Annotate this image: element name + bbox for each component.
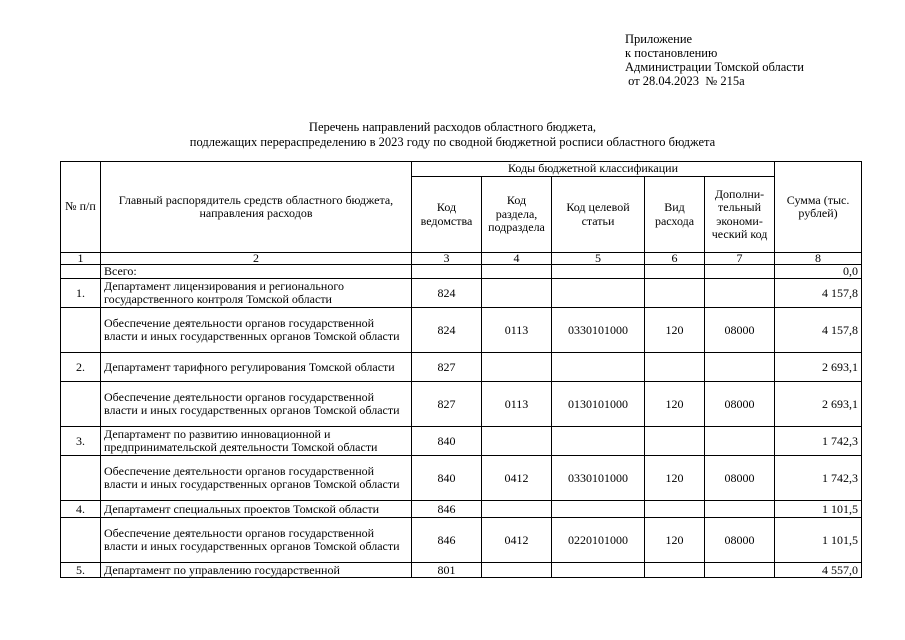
row-expense-type bbox=[645, 427, 705, 456]
row-target-code bbox=[552, 279, 645, 308]
row-target-code bbox=[552, 353, 645, 382]
appendix-line: Приложение bbox=[625, 32, 693, 46]
total-label: Всего: bbox=[101, 265, 412, 279]
row-name: Департамент по управлению государственной bbox=[101, 563, 412, 578]
row-expense-type: 120 bbox=[645, 382, 705, 427]
title-line: Перечень направлений расходов областного бюджета, bbox=[308, 120, 597, 134]
row-dept-code: 846 bbox=[412, 501, 482, 518]
department-row bbox=[61, 353, 862, 382]
row-extra-code bbox=[705, 427, 775, 456]
row-target-code: 0330101000 bbox=[552, 308, 645, 353]
column-index: 7 bbox=[705, 253, 775, 265]
row-section-code bbox=[482, 279, 552, 308]
column-index: 4 bbox=[482, 253, 552, 265]
appendix-line: к постановлению bbox=[625, 46, 718, 60]
row-sum: 4 157,8 bbox=[775, 308, 862, 353]
appendix-line: Администрации Томской области bbox=[625, 60, 804, 74]
expense-row bbox=[61, 382, 862, 427]
row-num bbox=[61, 456, 101, 501]
row-dept-code: 827 bbox=[412, 382, 482, 427]
title-line: подлежащих перераспределению в 2023 году по сводной бюджетной росписи областного бюджета bbox=[189, 134, 716, 149]
row-name: Обеспечение деятельности органов государственной власти и иных государственных органов Томской области bbox=[101, 382, 412, 427]
row-num bbox=[61, 518, 101, 563]
column-index: 8 bbox=[775, 253, 862, 265]
row-extra-code: 08000 bbox=[705, 518, 775, 563]
row-name: Департамент специальных проектов Томской области bbox=[101, 501, 412, 518]
header-sum: Сумма (тыс. рублей) bbox=[775, 162, 862, 253]
row-extra-code: 08000 bbox=[705, 308, 775, 353]
row-sum: 1 101,5 bbox=[775, 501, 862, 518]
row-section-code bbox=[482, 563, 552, 578]
column-index: 2 bbox=[101, 253, 412, 265]
row-name: Обеспечение деятельности органов государственной власти и иных государственных органов Томской области bbox=[101, 456, 412, 501]
row-dept-code: 840 bbox=[412, 427, 482, 456]
row-section-code bbox=[482, 427, 552, 456]
row-extra-code: 08000 bbox=[705, 456, 775, 501]
row-name: Обеспечение деятельности органов государственной власти и иных государственных органов Томской области bbox=[101, 518, 412, 563]
expense-row bbox=[61, 308, 862, 353]
document-title bbox=[0, 120, 905, 149]
row-target-code bbox=[552, 501, 645, 518]
department-row bbox=[61, 501, 862, 518]
row-num bbox=[61, 308, 101, 353]
row-extra-code bbox=[705, 563, 775, 578]
row-dept-code: 827 bbox=[412, 353, 482, 382]
row-num: 1. bbox=[61, 279, 101, 308]
header-num: № п/п bbox=[61, 162, 101, 253]
column-index: 6 bbox=[645, 253, 705, 265]
row-dept-code: 824 bbox=[412, 279, 482, 308]
row-extra-code bbox=[705, 501, 775, 518]
row-expense-type bbox=[645, 353, 705, 382]
row-expense-type: 120 bbox=[645, 518, 705, 563]
row-section-code: 0412 bbox=[482, 456, 552, 501]
row-sum: 2 693,1 bbox=[775, 353, 862, 382]
row-sum: 2 693,1 bbox=[775, 382, 862, 427]
row-extra-code bbox=[705, 279, 775, 308]
row-dept-code: 840 bbox=[412, 456, 482, 501]
row-dept-code: 846 bbox=[412, 518, 482, 563]
row-num bbox=[61, 382, 101, 427]
column-index: 3 bbox=[412, 253, 482, 265]
department-row bbox=[61, 279, 862, 308]
column-index: 1 bbox=[61, 253, 101, 265]
row-expense-type: 120 bbox=[645, 308, 705, 353]
department-row bbox=[61, 563, 862, 578]
column-index-row bbox=[61, 253, 862, 265]
row-expense-type bbox=[645, 563, 705, 578]
header-section-code: Код раздела, подраздела bbox=[482, 177, 552, 253]
row-dept-code: 801 bbox=[412, 563, 482, 578]
row-sum: 1 101,5 bbox=[775, 518, 862, 563]
row-num: 4. bbox=[61, 501, 101, 518]
expense-row bbox=[61, 456, 862, 501]
column-index: 5 bbox=[552, 253, 645, 265]
row-section-code: 0113 bbox=[482, 382, 552, 427]
row-target-code bbox=[552, 563, 645, 578]
row-extra-code: 08000 bbox=[705, 382, 775, 427]
header-row bbox=[61, 162, 862, 177]
row-num: 5. bbox=[61, 563, 101, 578]
total-row bbox=[61, 265, 862, 279]
row-target-code: 0130101000 bbox=[552, 382, 645, 427]
header-dept-code: Код ведомства bbox=[412, 177, 482, 253]
appendix-block bbox=[625, 32, 804, 88]
row-name: Департамент по развитию инновационной и предпринимательской деятельности Томской области bbox=[101, 427, 412, 456]
row-target-code: 0330101000 bbox=[552, 456, 645, 501]
row-num: 2. bbox=[61, 353, 101, 382]
budget-table bbox=[60, 161, 862, 578]
row-name: Обеспечение деятельности органов государственной власти и иных государственных органов Томской области bbox=[101, 308, 412, 353]
row-name: Департамент тарифного регулирования Томской области bbox=[101, 353, 412, 382]
row-expense-type: 120 bbox=[645, 456, 705, 501]
row-section-code: 0113 bbox=[482, 308, 552, 353]
row-sum: 4 157,8 bbox=[775, 279, 862, 308]
row-section-code bbox=[482, 501, 552, 518]
header-main: Главный распорядитель средств областного бюджета, направления расходов bbox=[101, 162, 412, 253]
header-extra-code: Дополни-тельный экономи-ческий код bbox=[705, 177, 775, 253]
row-target-code: 0220101000 bbox=[552, 518, 645, 563]
row-section-code: 0412 bbox=[482, 518, 552, 563]
row-dept-code: 824 bbox=[412, 308, 482, 353]
header-expense-type: Вид расхода bbox=[645, 177, 705, 253]
row-extra-code bbox=[705, 353, 775, 382]
row-sum: 1 742,3 bbox=[775, 456, 862, 501]
department-row bbox=[61, 427, 862, 456]
total-sum: 0,0 bbox=[775, 265, 862, 279]
row-section-code bbox=[482, 353, 552, 382]
row-expense-type bbox=[645, 279, 705, 308]
row-target-code bbox=[552, 427, 645, 456]
row-expense-type bbox=[645, 501, 705, 518]
appendix-date-line: от 28.04.2023 № 215а bbox=[625, 74, 745, 88]
expense-row bbox=[61, 518, 862, 563]
header-codes-group: Коды бюджетной классификации bbox=[412, 162, 775, 177]
header-target-code: Код целевой статьи bbox=[552, 177, 645, 253]
row-sum: 4 557,0 bbox=[775, 563, 862, 578]
row-sum: 1 742,3 bbox=[775, 427, 862, 456]
row-name: Департамент лицензирования и регионального государственного контроля Томской области bbox=[101, 279, 412, 308]
row-num: 3. bbox=[61, 427, 101, 456]
